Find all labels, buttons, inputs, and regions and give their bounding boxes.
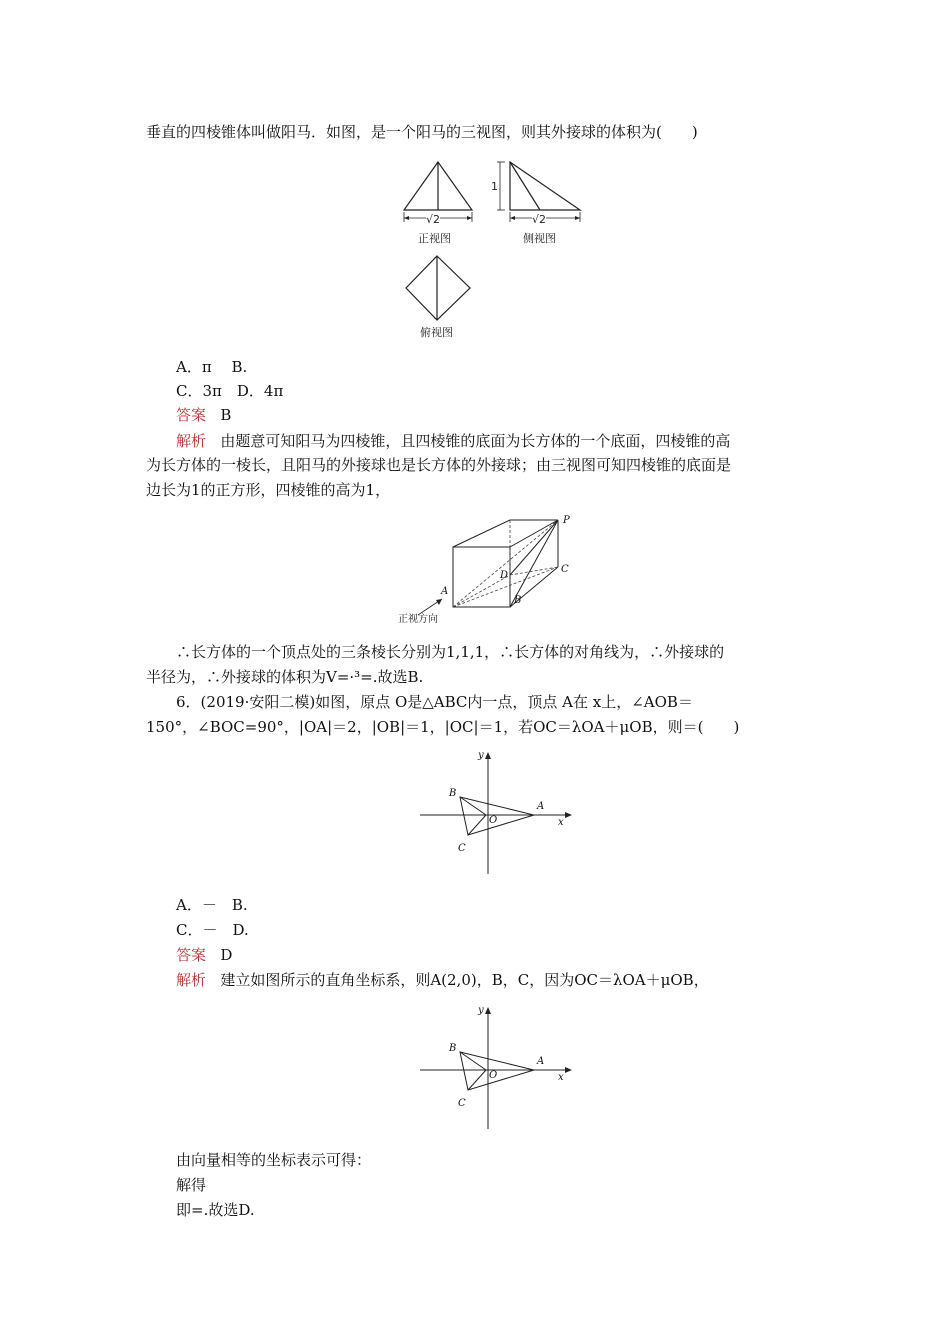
front-view-caption: 正视图 [418, 232, 451, 245]
q5-answer [176, 405, 231, 425]
q6-solution-line-2: 解得 [176, 1176, 207, 1194]
q5-options-cd: C．3π D．4π [176, 382, 284, 400]
q6-stem-1: 6．(2019·安阳二模)如图，原点 O是△ABC内一点，顶点 A在 x上，∠AOB＝ [176, 693, 693, 711]
q6-solution-line-3: 即=.故选D. [176, 1201, 255, 1219]
answer-value: D [220, 946, 233, 964]
analysis-label: 解析 [176, 432, 207, 450]
x-axis-label: x [558, 817, 564, 828]
cuboid-figure [390, 515, 590, 625]
front-dim-label: √2 [426, 213, 441, 226]
top-view-caption: 俯视图 [420, 326, 453, 339]
q6-options-ab: A．－ B. [176, 896, 248, 914]
point-A: A [441, 586, 449, 597]
point-C: C [561, 564, 569, 575]
q5-analysis-line-2: 为长方体的一棱长，且阳马的外接球也是长方体的外接球；由三视图可知四棱锥的底面是 [146, 456, 732, 474]
y-axis-label: y [478, 750, 484, 761]
vertex-B: B [449, 1043, 457, 1054]
q6-analysis-line-1 [176, 970, 709, 990]
answer-label: 答案 [176, 406, 207, 424]
vertex-C: C [458, 1098, 466, 1109]
origin-O: O [489, 815, 498, 826]
x-axis-label: x [558, 1072, 564, 1083]
vertex-C: C [458, 843, 466, 854]
answer-value: B [220, 406, 232, 424]
vertex-A: A [537, 1056, 545, 1067]
q6-answer [176, 945, 232, 965]
point-D: D [500, 570, 509, 581]
vertex-A: A [537, 801, 545, 812]
q6-solution-line-1: 由向量相等的坐标表示可得： [176, 1151, 372, 1169]
q5-conclusion-2: 半径为，∴外接球的体积为V=·³=.故选B. [146, 668, 424, 686]
height-dim-label: 1 [491, 180, 498, 193]
origin-O: O [489, 1070, 498, 1081]
side-view-caption: 侧视图 [523, 232, 556, 245]
q5-analysis-line-1 [176, 431, 730, 451]
analysis-text: 由题意可知阳马为四棱锥，且四棱锥的底面为长方体的一个底面，四棱锥的高 [220, 432, 731, 450]
vertex-B: B [449, 788, 457, 799]
analysis-text: 建立如图所示的直角坐标系，则A(2,0)，B，C，因为OC＝λOA＋μOB， [220, 971, 709, 989]
q5-analysis-line-3: 边长为1的正方形，四棱锥的高为1， [146, 481, 391, 499]
q6-stem-2: 150°，∠BOC=90°，|OA|＝2，|OB|＝1，|OC|＝1，若OC＝λOA＋μOB，则＝( ) [146, 718, 740, 736]
answer-label: 答案 [176, 946, 207, 964]
q5-stem: 垂直的四棱锥体叫做阳马．如图，是一个阳马的三视图，则其外接球的体积为( ) [146, 123, 698, 141]
point-B: B [514, 595, 522, 606]
point-P: P [563, 515, 570, 526]
q6-options-cd: C．－ D. [176, 921, 249, 939]
q5-conclusion-1: ∴长方体的一个顶点处的三条棱长分别为1,1,1，∴长方体的对角线为，∴外接球的 [176, 643, 725, 661]
top-view-figure [404, 254, 474, 322]
view-direction-label: 正视方向 [398, 614, 438, 625]
q5-options-ab: A．π B. [176, 358, 248, 376]
y-axis-label: y [478, 1005, 484, 1016]
side-dim-label: √2 [532, 213, 547, 226]
analysis-label: 解析 [176, 971, 207, 989]
